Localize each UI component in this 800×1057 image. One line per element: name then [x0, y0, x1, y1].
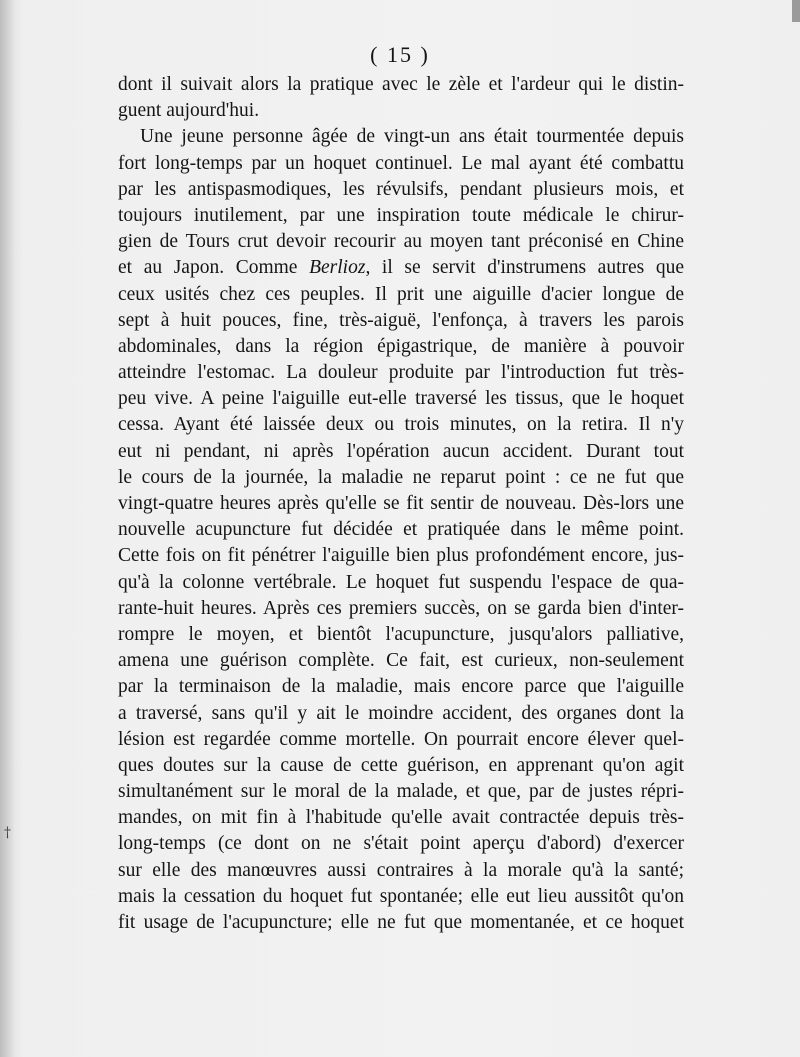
- text-line: sur elle des manœuvres aussi contraires à la morale qu'à la santé;: [118, 859, 684, 881]
- text-line: par les antispasmodiques, les révulsifs, pendant plusieurs mois, et: [118, 178, 684, 200]
- text-line: a traversé, sans qu'il y ait le moindre accident, des organes dont la: [118, 702, 684, 724]
- text-line: abdominales, dans la région épigastrique, de manière à pouvoir: [118, 335, 684, 357]
- text-line: nouvelle acupuncture fut décidée et pratiquée dans le même point.: [118, 519, 684, 541]
- text-line: sept à huit pouces, fine, très-aiguë, l'enfonça, à travers les parois: [118, 309, 684, 331]
- text-line: gien de Tours crut devoir recourir au moyen tant préconisé en Chine: [118, 231, 684, 253]
- text-line: ceux usités chez ces peuples. Il prit une aiguille d'acier longue de: [118, 283, 684, 305]
- text-line: long-temps (ce dont on ne s'était point aperçu d'abord) d'exercer: [118, 833, 684, 855]
- text-line: simultanément sur le moral de la malade, et que, par de justes répri-: [118, 781, 684, 803]
- text-line: mandes, on mit fin à l'habitude qu'elle avait contractée depuis très-: [118, 807, 684, 829]
- text-line: fit usage de l'acupuncture; elle ne fut que momentanée, et ce hoquet: [118, 912, 684, 933]
- text-line: guent aujourd'hui.: [118, 100, 260, 122]
- text-line: eut ni pendant, ni après l'opération aucun accident. Durant tout: [118, 440, 684, 462]
- page-corner-tab: [792, 0, 800, 22]
- text-line: rante-huit heures. Après ces premiers succès, on se garda bien d'inter-: [118, 597, 684, 619]
- text-line-with-name: [118, 255, 684, 281]
- body-text: [118, 72, 684, 936]
- person-name-berlioz: Berlioz: [309, 257, 366, 279]
- text-line: qu'à la colonne vertébrale. Le hoquet fut suspendu l'espace de qua-: [118, 571, 684, 593]
- page-binding-edge: [0, 0, 14, 1057]
- text-line: cessa. Ayant été laissée deux ou trois minutes, on la retira. Il n'y: [118, 414, 684, 436]
- text-line: dont il suivait alors la pratique avec le zèle et l'ardeur qui le distin-: [118, 74, 684, 95]
- text-line: vingt-quatre heures après qu'elle se fit sentir de nouveau. Dès-lors une: [118, 493, 684, 514]
- text-fragment: , il se servit d'instrumens autres que: [365, 257, 685, 279]
- text-line: fort long-temps par un hoquet continuel. Le mal ayant été combattu: [118, 152, 684, 174]
- text-line: le cours de la journée, la maladie ne reparut point : ce ne fut que: [118, 466, 684, 488]
- text-line: Cette fois on fit pénétrer l'aiguille bien plus profondément encore, jus-: [118, 545, 684, 567]
- margin-mark: †: [4, 825, 11, 841]
- page-number: ( 15 ): [370, 42, 430, 67]
- text-line: toujours inutilement, par une inspiration toute médicale le chirur-: [118, 204, 684, 226]
- text-line: atteindre l'estomac. La douleur produite par l'introduction fut très-: [118, 362, 684, 384]
- text-line: peu vive. A peine l'aiguille eut-elle traversé les tissus, que le hoquet: [118, 388, 684, 410]
- text-fragment: et au Japon. Comme: [118, 257, 298, 279]
- text-line: par la terminaison de la maladie, mais encore parce que l'aiguille: [118, 676, 684, 698]
- text-line: amena une guérison complète. Ce fait, est curieux, non-seulement: [118, 650, 684, 672]
- text-line: Une jeune personne âgée de vingt-un ans était tourmentée depuis: [140, 126, 684, 148]
- text-line: mais la cessation du hoquet fut spontanée; elle eut lieu aussitôt qu'on: [118, 885, 684, 907]
- text-line: lésion est regardée comme mortelle. On pourrait encore élever quel-: [118, 728, 684, 750]
- text-line: ques doutes sur la cause de cette guérison, en apprenant qu'on agit: [118, 754, 684, 776]
- text-line: rompre le moyen, et bientôt l'acupuncture, jusqu'alors palliative,: [118, 623, 684, 645]
